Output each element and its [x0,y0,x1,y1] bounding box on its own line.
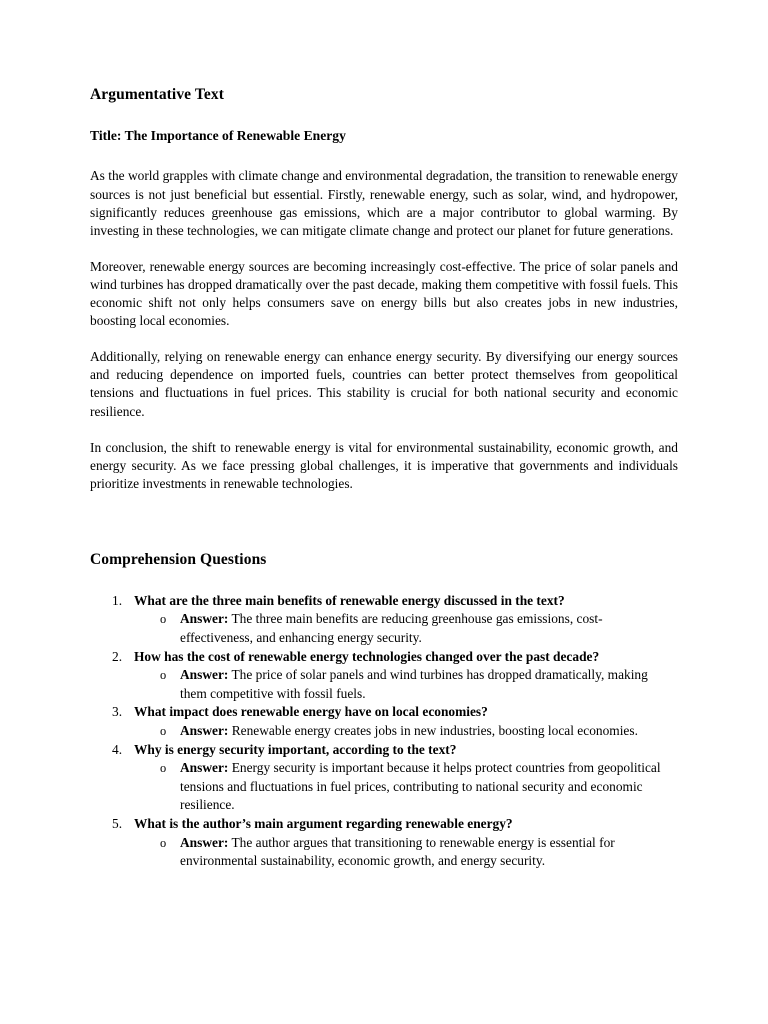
circle-bullet-icon: o [160,761,167,776]
list-item [90,741,678,815]
answer-list [90,666,678,703]
answer-body: Renewable energy creates jobs in new industries, boosting local economies. [231,722,638,738]
answer-label: Answer: [180,667,229,683]
answer-text [180,834,678,871]
question-row [90,648,678,667]
answer-body: Energy security is important because it helps protect countries from geopolitical tensions and fluctuations in fuel prices, contributing to national security and economic resilience. [180,760,661,813]
answer-body: The three main benefits are reducing greenhouse gas emissions, cost-effectiveness, and enhancing energy security. [180,611,603,645]
answer-text [180,759,678,815]
document-subheading: Title: The Importance of Renewable Energy [90,127,346,143]
answer-row [90,610,678,647]
question-text: How has the cost of renewable energy technologies changed over the past decade? [134,648,600,664]
answer-text [180,722,678,741]
section-spacer [90,493,678,551]
answer-list [90,610,678,647]
circle-bullet-icon: o [160,723,167,738]
answer-row [90,759,678,815]
question-row [90,703,678,722]
list-item [90,592,678,648]
question-text: What impact does renewable energy have on local economies? [134,704,488,720]
answer-text [180,610,678,647]
question-text: What are the three main benefits of renewable energy discussed in the text? [134,592,565,608]
list-item [90,815,678,871]
question-text: Why is energy security important, according to the text? [134,741,457,757]
body-paragraph: In conclusion, the shift to renewable energy is vital for environmental sustainability, economic growth, and energy security. As we face pressing global challenges, it is imperative that governments and individuals prioritize investments in renewable technologies. [90,439,678,491]
answer-list [90,834,678,871]
answer-label: Answer: [180,834,229,850]
body-paragraph: Additionally, relying on renewable energy can enhance energy security. By diversifying our energy sources and reducing dependence on imported fuels, countries can better protect themselves from geopolitical tensions and fluctuations in fuel prices. This stability is crucial for both national security and economic resilience. [90,349,678,419]
question-row [90,815,678,834]
answer-body: The price of solar panels and wind turbines has dropped dramatically, making them competitive with fossil fuels. [180,667,648,701]
question-text: What is the author’s main argument regarding renewable energy? [134,815,513,831]
body-paragraph: As the world grapples with climate change and environmental degradation, the transition to renewable energy sources is not just beneficial but essential. Firstly, renewable energy, such as solar, wind, and hydropower, significantly reduces greenhouse gas emissions, which are a major contributor to global warming. By investing in these technologies, we can mitigate climate change and protect our planet for future generations. [90,168,678,238]
circle-bullet-icon: o [160,668,167,683]
body-paragraph: Moreover, renewable energy sources are becoming increasingly cost-effective. The price of solar panels and wind turbines has dropped dramatically over the past decade, making them competitive with fossil fuels. This economic shift not only helps consumers save on energy bills but also creates jobs in new industries, boosting local economies. [90,258,678,329]
question-number: 5. [112,815,123,831]
answer-label: Answer: [180,760,229,776]
document-content [90,86,678,871]
answer-label: Answer: [180,611,229,627]
answer-text [180,666,678,703]
answer-label: Answer: [180,722,229,738]
answer-row [90,834,678,871]
question-row [90,592,678,611]
question-number: 2. [112,648,123,664]
question-row [90,741,678,760]
answer-list [90,759,678,815]
list-item [90,703,678,740]
question-number: 1. [112,592,123,608]
question-number: 4. [112,741,123,757]
comprehension-questions-heading: Comprehension Questions [90,550,267,568]
answer-body: The author argues that transitioning to renewable energy is essential for environmental sustainability, economic growth, and energy security. [180,834,615,869]
list-item [90,648,678,704]
answer-row [90,722,678,741]
document-heading: Argumentative Text [90,86,224,103]
comprehension-questions-list [90,592,678,871]
answer-row [90,666,678,703]
answer-list [90,722,678,741]
circle-bullet-icon: o [160,612,167,627]
question-number: 3. [112,704,123,720]
circle-bullet-icon: o [160,835,167,850]
